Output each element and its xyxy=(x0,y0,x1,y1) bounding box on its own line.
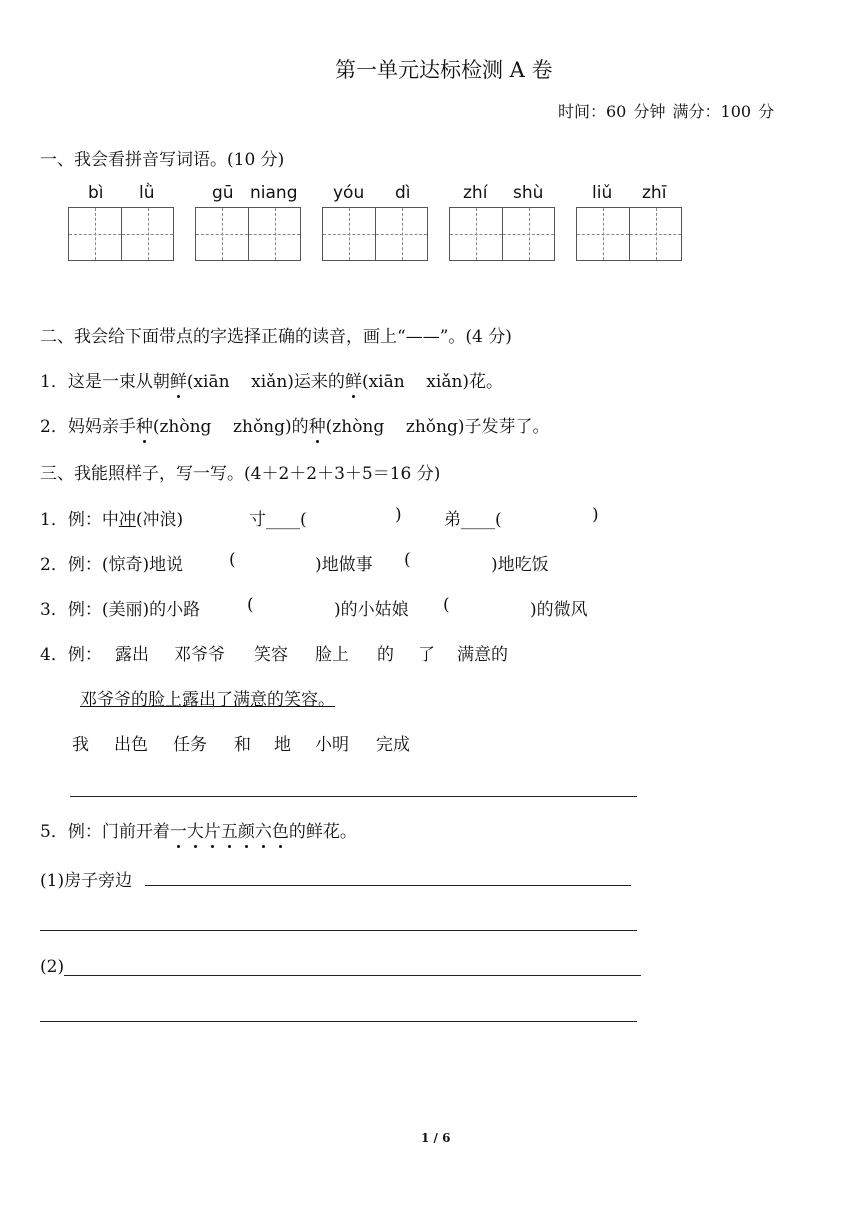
pinyin-g3-2: dì xyxy=(395,183,411,203)
page-title: 第一单元达标检测 A 卷 xyxy=(335,58,553,82)
word-tile: 满意的 xyxy=(457,645,508,665)
dotted-char: 颜 xyxy=(238,817,255,842)
paren-open[interactable]: ( xyxy=(247,595,254,615)
q-text: 5．例：门前开着 xyxy=(40,822,170,842)
q-text: (zhòng zhǒng)的 xyxy=(152,417,309,437)
answer-line[interactable] xyxy=(40,930,637,931)
word-tile: 和 xyxy=(234,735,251,755)
section3-q4-label: 4．例： xyxy=(40,645,102,665)
q-text: )地吃饭 xyxy=(491,555,549,575)
dotted-char: 五 xyxy=(221,817,238,842)
section2-heading: 二、我会给下面带点的字选择正确的读音，画上“——”。(4 分) xyxy=(40,327,512,347)
word-tile: 小明 xyxy=(315,735,349,755)
answer-blank-1[interactable]: 寸____( xyxy=(249,510,307,530)
grid-cell[interactable] xyxy=(450,208,502,260)
word-tile: 的 xyxy=(377,645,394,665)
section2-q1 xyxy=(40,367,503,392)
q-text: (xiān xiǎn)花。 xyxy=(361,372,504,392)
paren-close: ) xyxy=(592,505,599,525)
section1-heading: 一、我会看拼音写词语。(10 分) xyxy=(40,150,285,170)
writing-grid-1[interactable] xyxy=(68,207,174,261)
grid-cell[interactable] xyxy=(69,208,121,260)
pinyin-g2-2: niang xyxy=(250,183,298,203)
pinyin-g4-1: zhí xyxy=(463,183,488,203)
grid-cell[interactable] xyxy=(121,208,173,260)
grid-cell[interactable] xyxy=(323,208,375,260)
page-number: 1 / 6 xyxy=(421,1131,451,1145)
writing-grid-2[interactable] xyxy=(195,207,301,261)
word-tile: 笑容 xyxy=(254,645,288,665)
grid-cell[interactable] xyxy=(248,208,300,260)
word-tile: 露出 xyxy=(115,645,149,665)
q-text: 1．这是一束从朝 xyxy=(40,372,170,392)
q-text: )的小姑娘 xyxy=(334,600,409,620)
dotted-char: 种 xyxy=(136,412,153,437)
underlined-char: 冲 xyxy=(118,510,136,530)
section3-q2-example: 2．例：(惊奇)地说 xyxy=(40,555,184,575)
grid-cell[interactable] xyxy=(375,208,427,260)
paren-close: ) xyxy=(395,505,402,525)
q-text: (zhòng zhǒng)子发芽了。 xyxy=(325,417,550,437)
pinyin-g4-2: shù xyxy=(513,183,544,203)
paren-open[interactable]: ( xyxy=(443,595,450,615)
dotted-char: 片 xyxy=(204,817,221,842)
dotted-char: 大 xyxy=(187,817,204,842)
q-text: 2．妈妈亲手 xyxy=(40,417,136,437)
q-text: 1．例：中 xyxy=(40,510,119,530)
exam-time-score: 时间：60 分钟 满分：100 分 xyxy=(558,102,775,121)
subquestion-1-label: (1)房子旁边 xyxy=(40,871,133,891)
word-tile: 我 xyxy=(72,735,89,755)
word-tile: 完成 xyxy=(376,735,410,755)
dotted-char: 鲜 xyxy=(345,367,362,392)
section3-q3-example: 3．例：(美丽)的小路 xyxy=(40,600,201,620)
q-text: (冲浪) xyxy=(135,510,184,530)
subquestion-2-label: (2) xyxy=(40,957,65,977)
answer-line[interactable] xyxy=(145,885,631,886)
q-text: 的鲜花。 xyxy=(288,822,357,842)
writing-grid-5[interactable] xyxy=(576,207,682,261)
writing-grid-3[interactable] xyxy=(322,207,428,261)
pinyin-g1-2: lǜ xyxy=(139,183,155,203)
word-tile: 出色 xyxy=(114,735,148,755)
dotted-char: 种 xyxy=(309,412,326,437)
word-tile: 脸上 xyxy=(315,645,349,665)
pinyin-g5-2: zhī xyxy=(642,183,667,203)
pinyin-g5-1: liǔ xyxy=(592,183,613,203)
answer-line[interactable] xyxy=(70,796,637,797)
section3-q1-example xyxy=(40,505,183,530)
answer-line[interactable] xyxy=(40,1021,637,1022)
q-text: (xiān xiǎn)运来的 xyxy=(186,372,345,392)
word-tile: 了 xyxy=(418,645,435,665)
answer-line[interactable] xyxy=(64,975,641,976)
word-tile: 地 xyxy=(274,735,291,755)
pinyin-g3-1: yóu xyxy=(333,183,365,203)
q-text: )的微风 xyxy=(530,600,588,620)
dotted-char: 鲜 xyxy=(170,367,187,392)
word-tile: 邓爷爷 xyxy=(174,645,225,665)
grid-cell[interactable] xyxy=(629,208,681,260)
writing-grid-4[interactable] xyxy=(449,207,555,261)
section3-q5-example xyxy=(40,817,357,842)
answer-blank-2[interactable]: 弟____( xyxy=(444,510,502,530)
grid-cell[interactable] xyxy=(577,208,629,260)
dotted-char: 一 xyxy=(170,817,187,842)
grid-cell[interactable] xyxy=(196,208,248,260)
section3-heading: 三、我能照样子，写一写。(4＋2＋2＋3＋5＝16 分) xyxy=(40,464,441,484)
grid-cell[interactable] xyxy=(502,208,554,260)
paren-open[interactable]: ( xyxy=(404,550,411,570)
dotted-char: 色 xyxy=(272,817,289,842)
dotted-char: 六 xyxy=(255,817,272,842)
word-tile: 任务 xyxy=(173,735,207,755)
example-answer: 邓爷爷的脸上露出了满意的笑容。 xyxy=(80,690,335,710)
pinyin-g2-1: gū xyxy=(212,183,234,203)
q-text: )地做事 xyxy=(315,555,373,575)
paren-open[interactable]: ( xyxy=(229,550,236,570)
pinyin-g1-1: bì xyxy=(88,183,104,203)
section2-q2 xyxy=(40,412,549,437)
